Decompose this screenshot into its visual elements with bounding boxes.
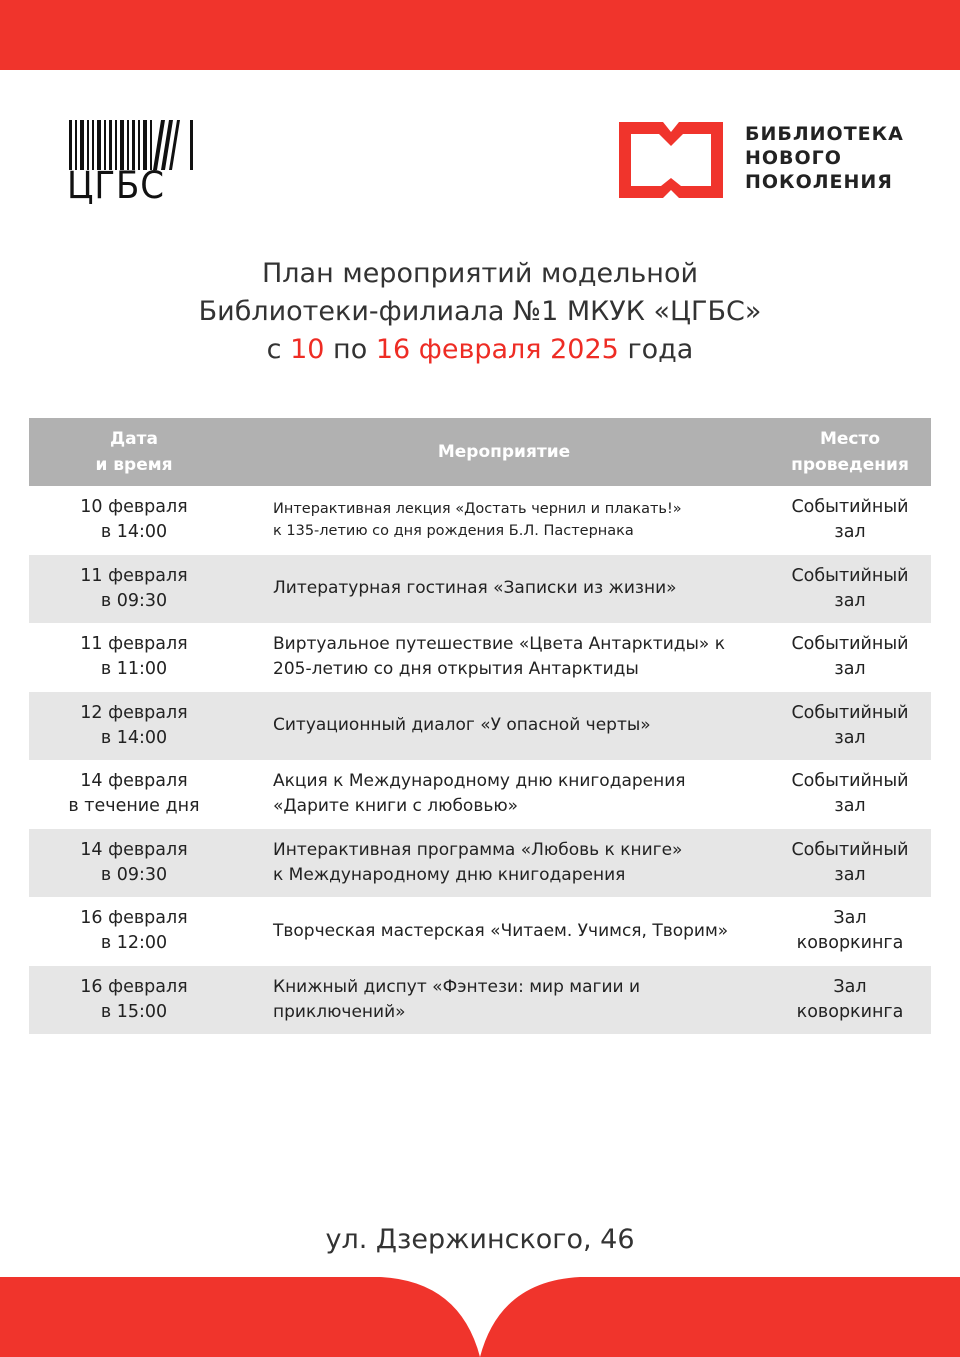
row-place: Событийный зал [791,497,909,543]
title-prefix: с [266,334,282,365]
library-logo-line-2: НОВОГО [745,147,842,169]
table-row [29,829,931,898]
row-place: Событийный зал [791,565,909,611]
title-line-3 [0,331,960,369]
table-row [29,692,931,761]
top-red-band [0,0,960,70]
row-event: Ситуационный диалог «У опасной черты» [273,715,651,736]
table-header [29,418,931,486]
cgbs-logo [67,120,197,208]
open-book-icon [617,120,725,200]
title-date-to: 16 февраля 2025 [375,334,619,365]
table-row [29,760,931,829]
row-date: 16 февраля в 15:00 [80,976,188,1022]
new-generation-library-logo [617,120,907,200]
address: ул. Дзержинского, 46 [325,1224,635,1255]
library-logo-line-3: ПОКОЛЕНИЯ [745,171,893,193]
cgbs-logo-text: ЦГБС [67,164,165,207]
events-table [29,418,931,1034]
row-place: Зал коворкинга [796,908,904,954]
row-event: Литературная гостиная «Записки из жизни» [273,578,677,599]
row-event: Книжный диспут «Фэнтези: мир магии и приключений» [273,976,641,1022]
table-row [29,623,931,692]
title-line-2: Библиотеки-филиала №1 МКУК «ЦГБС» [198,296,762,327]
row-date: 11 февраля в 11:00 [80,634,188,680]
table-row [29,555,931,624]
barcode-icon [67,120,195,170]
bottom-red-band [0,1277,960,1357]
row-date: 12 февраля в 14:00 [80,702,188,748]
title-line-1: План мероприятий модельной [261,258,699,289]
library-logo-line-1: БИБЛИОТЕКА [745,123,904,145]
row-date: 16 февраля в 12:00 [80,908,188,954]
table-row [29,486,931,555]
row-date: 14 февраля в 09:30 [80,839,188,885]
header-date: Дата и время [95,429,173,475]
row-date: 10 февраля в 14:00 [80,497,188,543]
row-date: 11 февраля в 09:30 [80,565,188,611]
table-row [29,897,931,966]
book-pages-decoration [0,1277,960,1357]
page-title [0,255,960,369]
header-event: Мероприятие [437,442,571,462]
row-date: 14 февраля в течение дня [68,771,200,817]
row-place: Зал коворкинга [796,976,904,1022]
row-event: Виртуальное путешествие «Цвета Антарктиды» к 205-летию со дня открытия Антарктиды [273,634,726,680]
row-place: Событийный зал [791,771,909,817]
row-place: Событийный зал [791,702,909,748]
row-event: Акция к Международному дню книгодарения «Дарите книги с любовью» [273,771,686,817]
row-event: Интерактивная лекция «Достать чернил и плакать!» к 135-летию со дня рождения Б.Л. Пастернака [273,501,682,540]
row-event: Творческая мастерская «Читаем. Учимся, Творим» [273,920,729,941]
row-place: Событийный зал [791,634,909,680]
title-date-from: 10 [290,334,325,365]
table-row [29,966,931,1035]
row-place: Событийный зал [791,839,909,885]
title-suffix: года [627,334,694,365]
title-mid: по [333,334,368,365]
row-event: Интерактивная программа «Любовь к книге» к Международному дню книгодарения [273,839,683,885]
header-place: Место проведения [791,429,909,475]
